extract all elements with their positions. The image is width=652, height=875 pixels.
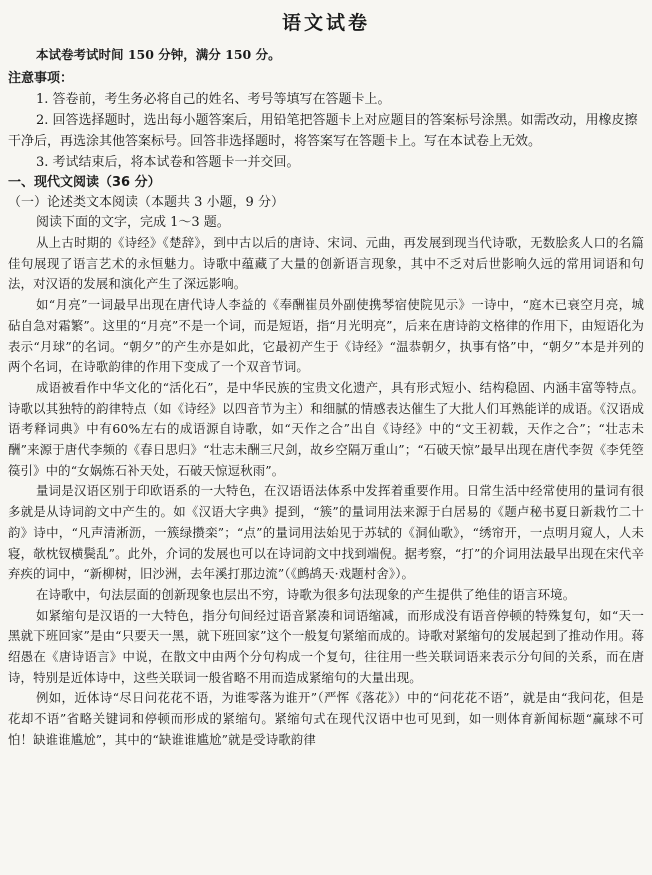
article-paragraph: 从上古时期的《诗经》《楚辞》，到中古以后的唐诗、宋词、元曲，再发展到现当代诗歌，无数脍炙人口的名篇佳句展现了语言艺术的永恒魅力。诗歌中蕴藏了大量的创新语言现象，其中不乏对后世影响久远的常用词语和句法，对汉语的发展和演化产生了深远影响。 [8, 235, 644, 292]
article-paragraph: 如紧缩句是汉语的一大特色，指分句间经过语音紧凑和词语缩减，而形成没有语音停顿的特殊复句，如“天一黑就下班回家”是由“只要天一黑，就下班回家”这个一般复句紧缩而成的。诗歌对紧缩句的发展起到了推动作用。蒋绍愚在《唐诗语言》中说，在散文中由两个分句构成一个复句，往往用一些关联词语来表示分句间的关系，而在唐诗，特别是近体诗中，这些关联词一般省略不用而造成紧缩句的大量出现。 [8, 607, 644, 685]
article-paragraph: 例如，近体诗“尽日问花花不语，为谁零落为谁开”（严恽《落花》）中的“问花花不语”，就是由“我问花，但是花却不语”省略关键词和停顿而形成的紧缩句。紧缩句式在现代汉语中也可见到，如一则体育新闻标题“赢球不可怕！缺谁谁尴尬”，其中的“缺谁谁尴尬”就是受诗歌韵律 [8, 690, 644, 747]
article-paragraph: 成语被看作中华文化的“活化石”，是中华民族的宝贵文化遗产，具有形式短小、结构稳固、内涵丰富等特点。诗歌以其独特的韵律特点（如《诗经》以四音节为主）和细腻的情感表达催生了大批人们耳熟能详的成语。《汉语成语考释词典》中有60%左右的成语源自诗歌，如“天作之合”出自《诗经》中的“文王初载，天作之合”；“壮志未酬”来源于唐代李频的《春日思归》“壮志未酬三尺剑，故乡空隔万重山”；“石破天惊”最早出现在唐代李贺《李凭箜篌引》中的“女娲炼石补天处，石破天惊逗秋雨”。 [8, 379, 644, 478]
notice-section [8, 69, 644, 173]
exam-info: 本试卷考试时间 150 分钟，满分 150 分。 [36, 47, 281, 62]
article-paragraph: 如“月亮”一词最早出现在唐代诗人李益的《奉酬崔员外副使携琴宿使院见示》一诗中，“庭木已衰空月亮，城砧自急对霜繁”。这里的“月亮”不是一个词，而是短语，指“月光明亮”，后来在唐诗韵文格律的作用下，由短语化为表示“月球”的名词。“朝夕”的产生亦是如此，它最初产生于《诗经》“温恭朝夕，执事有恪”中，“朝夕”本是并列的两个名词，在诗歌韵律的作用下变成了一个双音节词。 [8, 297, 644, 375]
notice-item: 2. 回答选择题时，选出每小题答案后，用铅笔把答题卡上对应题目的答案标号涂黑。如需改动，用橡皮擦干净后，再选涂其他答案标号。回答非选择题时，将答案写在答题卡上。写在本试卷上无效。 [8, 113, 638, 149]
notice-item: 3. 考试结束后，将本试卷和答题卡一并交回。 [36, 155, 300, 170]
notice-heading: 注意事项： [8, 71, 74, 86]
subsection-heading: （一）论述类文本阅读（本题共 3 小题，9 分） [8, 195, 284, 210]
notice-item: 1. 答卷前，考生务必将自己的姓名、考号等填写在答题卡上。 [36, 92, 391, 107]
article-paragraph: 在诗歌中，句法层面的创新现象也层出不穷，诗歌为很多句法现象的产生提供了绝佳的语言环境。 [36, 586, 576, 602]
reading-instruction: 阅读下面的文字，完成 1～3 题。 [36, 215, 230, 230]
section-heading: 一、现代文阅读（36 分） [8, 175, 161, 190]
article-paragraph: 量词是汉语区别于印欧语系的一大特色，在汉语语法体系中发挥着重要作用。日常生活中经常使用的量词有很多就是从诗词韵文中产生的。如《汉语大字典》提到，“簇”的量词用法来源于白居易的《题卢秘书夏日新栽竹二十韵》诗中，“凡声清淅沥，一簇绿攒栾”；“点”的量词用法始见于苏轼的《洞仙歌》，“绣帘开，一点明月窥人，人未寝，欹枕钗横鬓乱”。此外，介词的发展也可以在诗词韵文中找到端倪。据考察，“打”的介词用法最早出现在宋代辛弃疾的词中，“新柳树，旧沙洲，去年溪打那边流”（《鹧鸪天·戏题村舍》）。 [8, 483, 644, 582]
page-title: 语文试卷 [281, 12, 370, 34]
article-body [8, 233, 644, 751]
